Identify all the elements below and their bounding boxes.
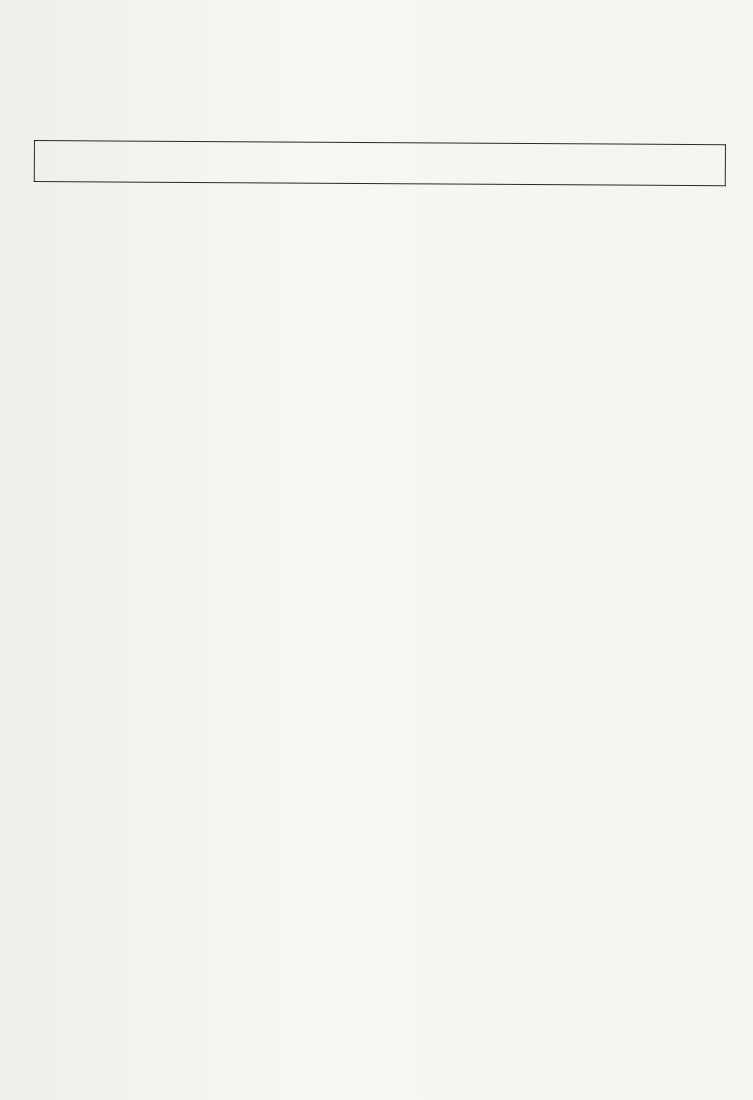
session-label (34, 141, 725, 186)
syllabus-table (34, 140, 726, 186)
session-row (34, 141, 725, 186)
